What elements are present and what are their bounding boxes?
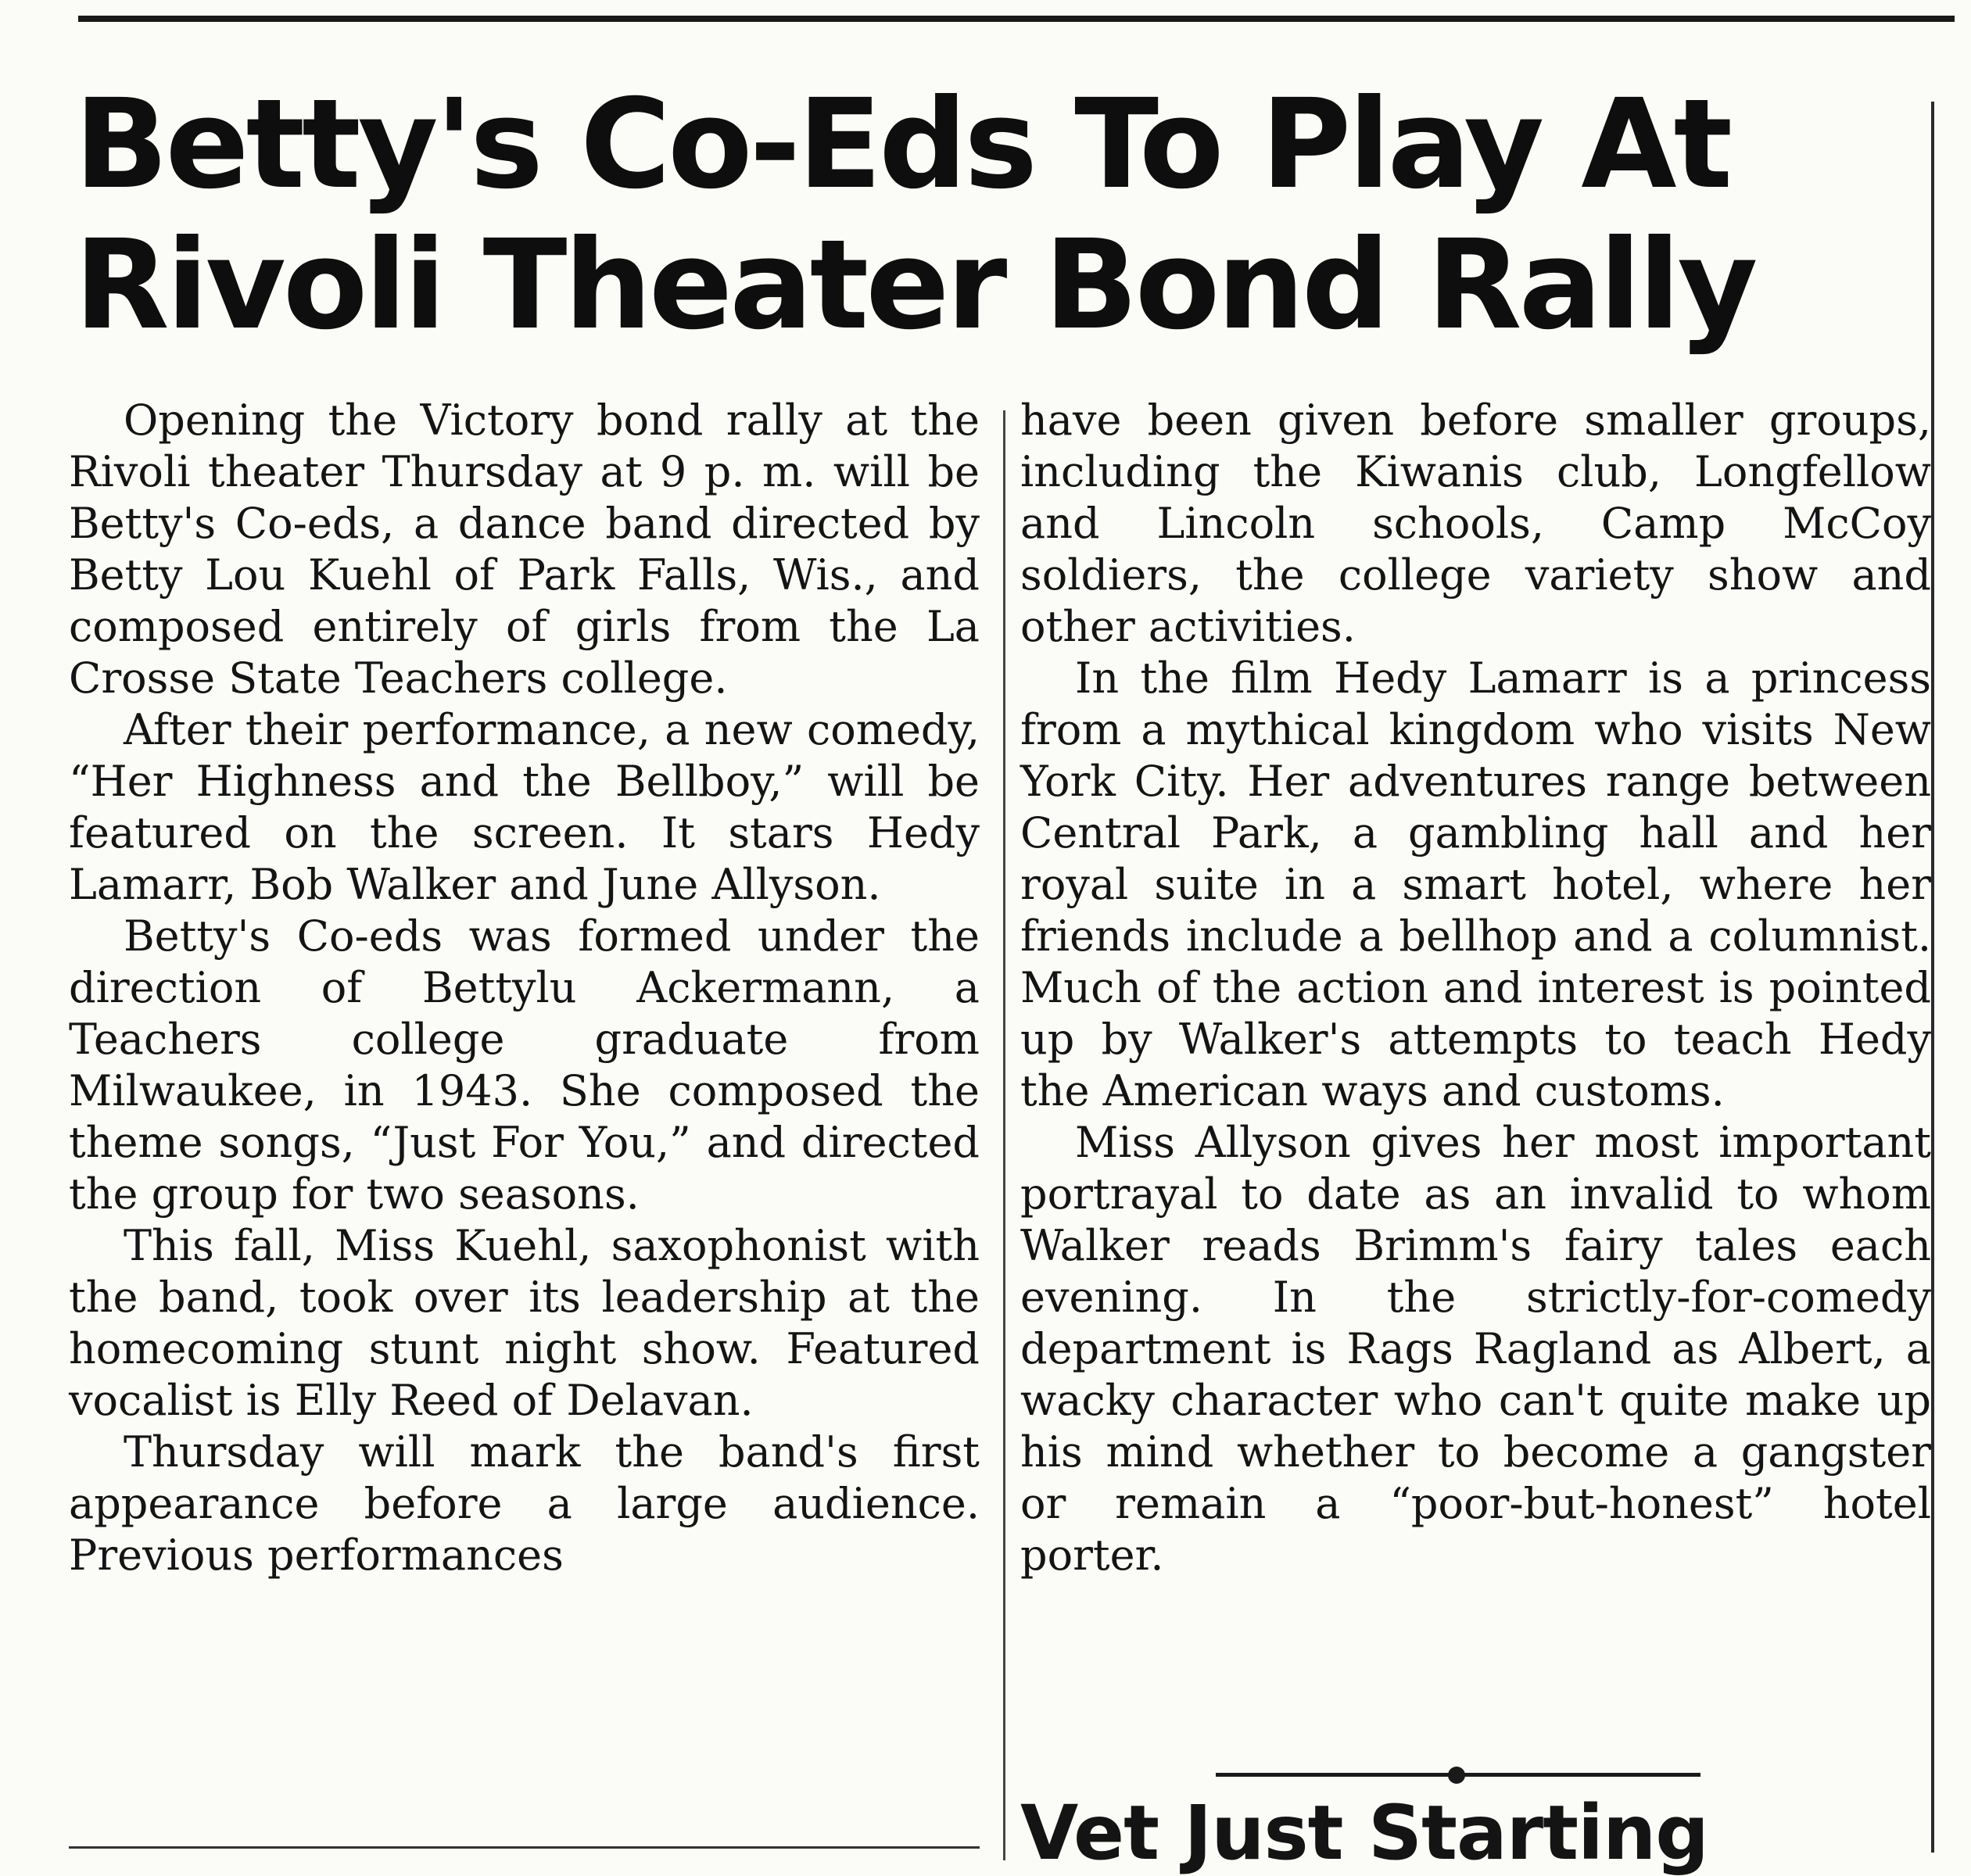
bottom-rule [69, 1846, 980, 1849]
paragraph: After their performance, a new comedy, “Her Highness and the Bellboy,” will be featured on the screen. It stars Hedy Lamarr, Bob Walker and June Allyson. [69, 705, 980, 909]
right-column-rule [1931, 102, 1934, 1853]
paragraph: Thursday will mark the band's first appearance before a large audience. Previous performances [69, 1427, 980, 1580]
paragraph: Miss Allyson gives her most important portrayal to date as an invalid to whom Walker reads Brimm's fairy tales each evening. In the strictly-for-comedy department is Rags Ragland as Albert, a wacky character who can't quite make up his mind whether to become a gangster or remain a “poor-but-honest” hotel porter. [1020, 1118, 1931, 1580]
paragraph: Betty's Co-eds was formed under the direction of Bettylu Ackermann, a Teachers college graduate from Milwaukee, in 1943. She composed the theme songs, “Just For You,” and directed the group for two seasons. [69, 911, 980, 1219]
paragraph-continued: have been given before smaller groups, including the Kiwanis club, Longfellow and Lincoln schools, Camp McCoy soldiers, the college variety show and other activities. [1020, 396, 1931, 651]
paragraph: In the film Hedy Lamarr is a princess from a mythical kingdom who visits New York City. Her adventures range between Central Park, a gambling hall and her royal suite in a smart hotel, where her friends include a bellhop and a columnist. Much of the action and interest is pointed up by Walker's attempts to teach Hedy the American ways and customs. [1020, 653, 1931, 1115]
headline [74, 74, 1912, 356]
article-right-column [1020, 395, 1931, 1581]
top-rule [78, 16, 1955, 22]
article-left-column [69, 395, 980, 1581]
headline-line-1: Betty's Co-Eds To Play At [74, 73, 1730, 217]
separator-dot [1448, 1767, 1465, 1784]
paragraph: This fall, Miss Kuehl, saxophonist with the band, took over its leadership at the homecoming stunt night show. Featured vocalist is Elly Reed of Delavan. [69, 1221, 980, 1425]
paragraph: Opening the Victory bond rally at the Rivoli theater Thursday at 9 p. m. will be Betty's Co-eds, a dance band directed by Betty Lou Kuehl of Park Falls, Wis., and composed entirely of girls from the La Crosse State Teachers college. [69, 396, 980, 703]
next-article-headline: Vet Just Starting [1020, 1790, 1708, 1876]
column-divider [1003, 410, 1005, 1860]
headline-line-2: Rivoli Theater Bond Rally [74, 213, 1755, 357]
